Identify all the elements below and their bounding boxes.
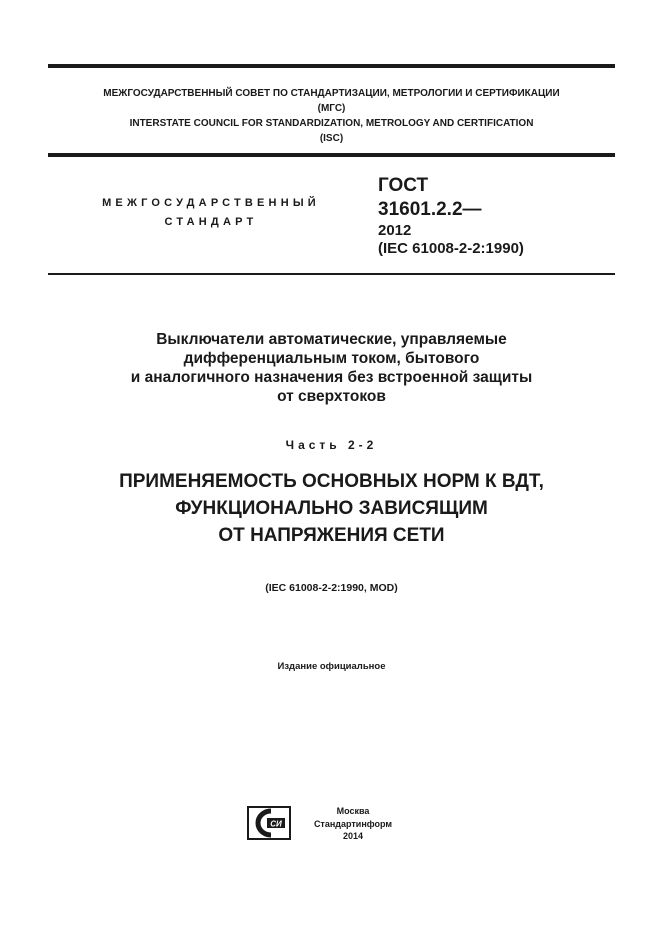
edition-label: Издание официальное (277, 661, 386, 672)
council-block (48, 86, 615, 146)
gost-designation (378, 174, 524, 258)
standard-type (82, 194, 340, 232)
title-line4: от сверхтоков (277, 388, 386, 405)
council-ru-abbr: (МГС) (317, 103, 346, 114)
logo-text: СИ (270, 819, 282, 829)
gost-number: 31601.2.2— (378, 199, 482, 220)
publisher-year: 2014 (342, 831, 364, 841)
part-label: Часть 2-2 (285, 438, 378, 452)
middle-rule (48, 153, 615, 157)
subtitle-line1: ПРИМЕНЯЕМОСТЬ ОСНОВНЫХ НОРМ К ВДТ, (119, 471, 544, 492)
gost-iec-reference: (IEC 61008-2-2:1990) (378, 240, 524, 257)
gost-label: ГОСТ (378, 175, 429, 196)
standartinform-logo-icon (247, 806, 291, 840)
gost-year: 2012 (378, 222, 412, 239)
thin-rule (48, 273, 615, 275)
standard-type-line2: СТАНДАРТ (164, 216, 258, 228)
top-rule (48, 64, 615, 68)
title-line3: и аналогичного назначения без встроенной защиты (130, 369, 533, 386)
council-ru: МЕЖГОСУДАРСТВЕННЫЙ СОВЕТ ПО СТАНДАРТИЗАЦИИ, МЕТРОЛОГИИ И СЕРТИФИКАЦИИ (103, 88, 560, 99)
document-subtitle (40, 468, 623, 549)
standard-type-line1: МЕЖГОСУДАРСТВЕННЫЙ (102, 197, 320, 209)
publisher-city: Москва (336, 806, 370, 816)
subtitle-line2: ФУНКЦИОНАЛЬНО ЗАВИСЯЩИМ (175, 498, 488, 519)
title-line1: Выключатели автоматические, управляемые (156, 331, 507, 348)
publisher-block (306, 805, 400, 843)
council-en: INTERSTATE COUNCIL FOR STANDARDIZATION, METROLOGY AND CERTIFICATION (129, 118, 534, 129)
title-line2: дифференциальным током, бытового (183, 350, 480, 367)
publisher-name: Стандартинформ (313, 818, 393, 829)
modification-reference: (IEC 61008-2-2:1990, MOD) (265, 582, 398, 594)
document-title (48, 330, 615, 406)
subtitle-line3: ОТ НАПРЯЖЕНИЯ СЕТИ (218, 525, 445, 546)
council-en-abbr: (ISC) (319, 133, 344, 144)
